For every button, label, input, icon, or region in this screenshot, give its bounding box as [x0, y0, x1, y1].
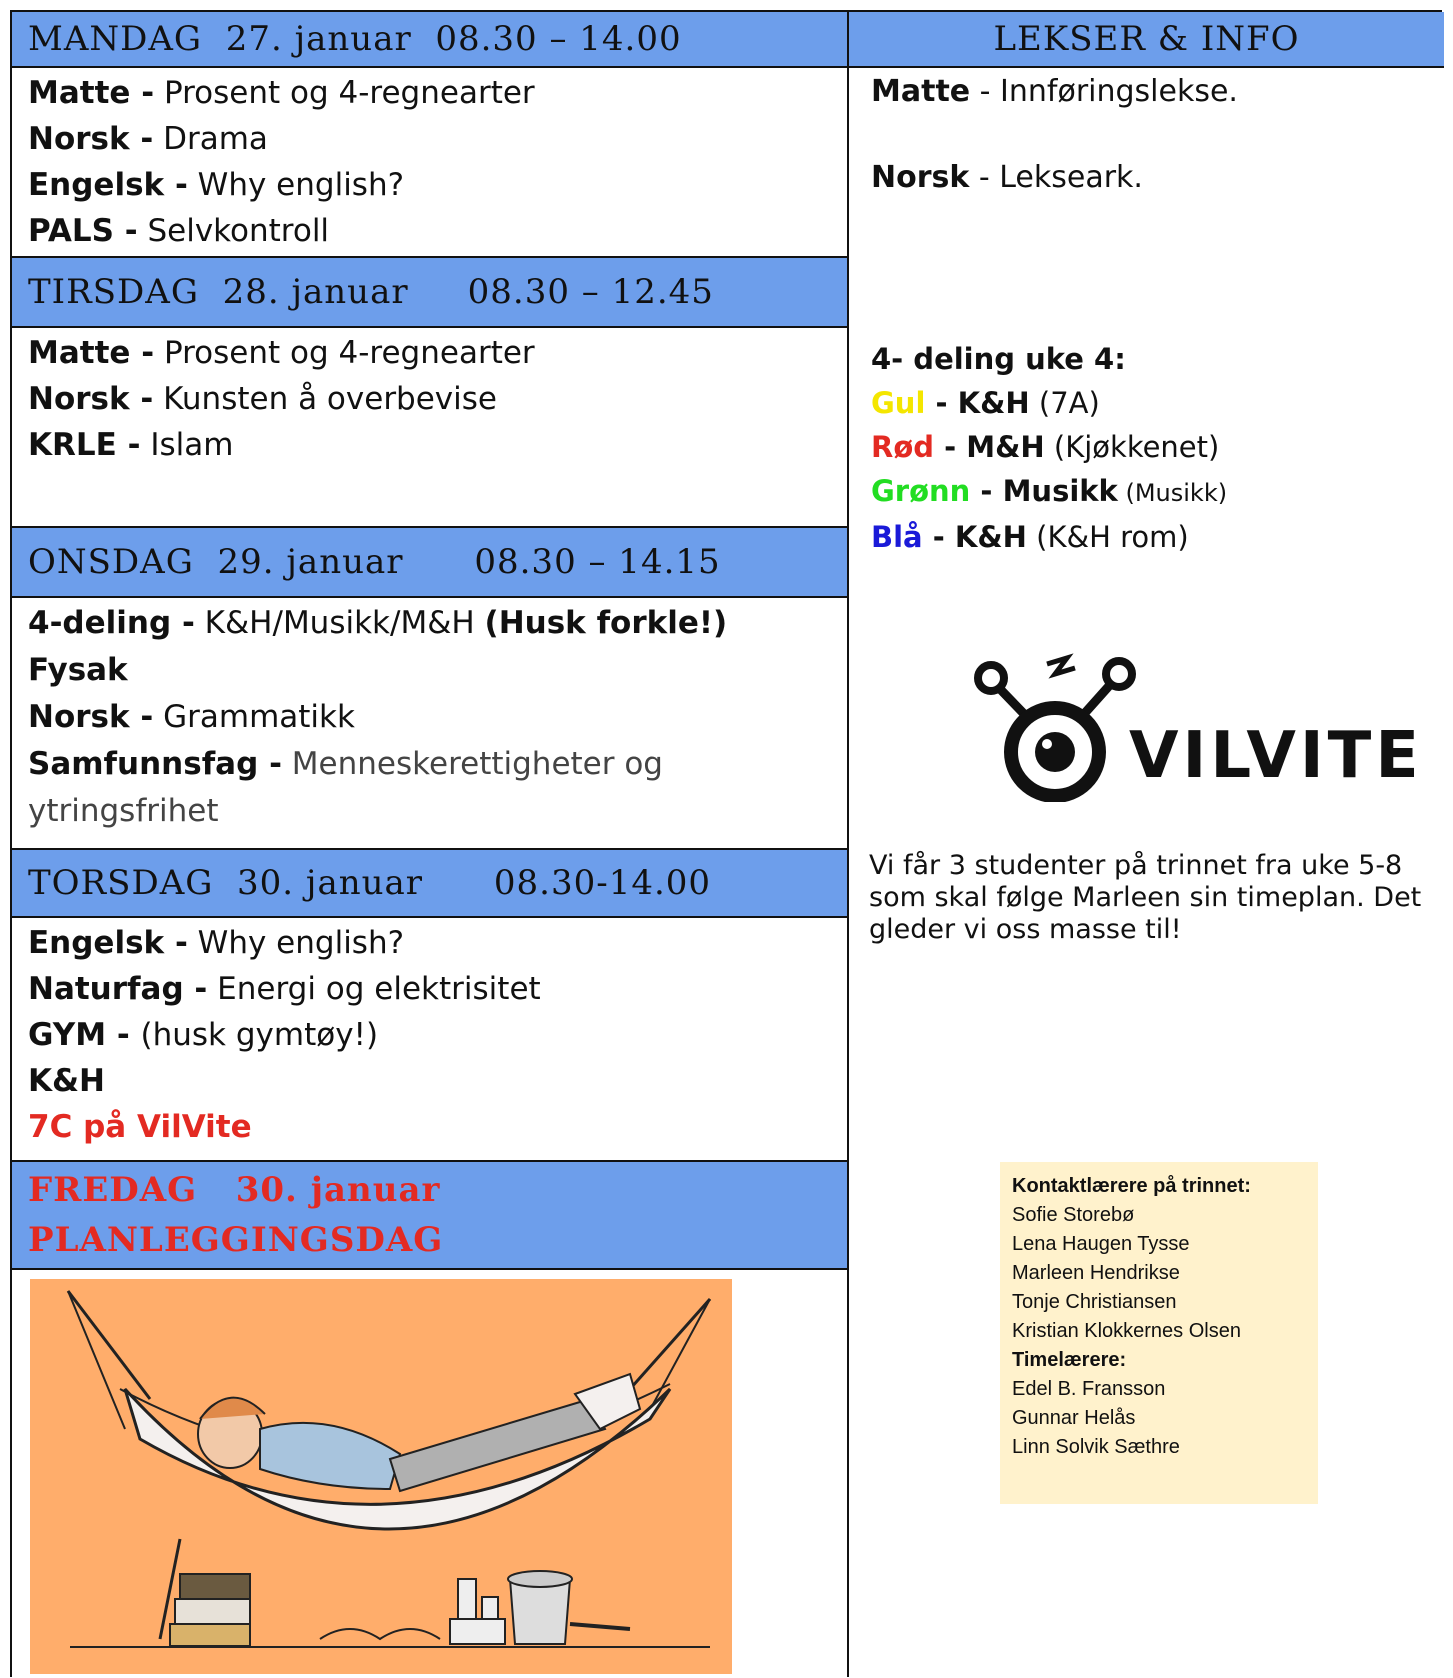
- subject-label: Matte -: [28, 75, 155, 111]
- subject-label: K&H: [28, 1063, 106, 1099]
- contact-title: Timelærere:: [1012, 1349, 1127, 1371]
- list-item: [28, 694, 831, 741]
- group-row: [871, 515, 1227, 559]
- homework-text: - Innføringslekse.: [970, 74, 1238, 109]
- list-item: [28, 376, 831, 422]
- group-subject: K&H: [957, 386, 1030, 420]
- rotation-title: [871, 337, 1227, 381]
- reminder-text: (Husk forkle!): [484, 605, 728, 641]
- list-item: [28, 330, 831, 376]
- group-row: [871, 381, 1227, 425]
- contact-name: Sofie Storebø: [1012, 1204, 1135, 1226]
- group-color: Grønn: [871, 474, 971, 508]
- group-subject: M&H: [966, 430, 1045, 464]
- homework-column: [849, 12, 1444, 1677]
- group-subject: Musikk: [1002, 474, 1118, 508]
- list-item: [28, 208, 831, 254]
- day-header-monday: MANDAG 27. januar 08.30 – 14.00: [12, 10, 847, 68]
- list-item: [28, 1012, 831, 1058]
- separator: -: [922, 520, 955, 554]
- separator: -: [970, 474, 1003, 508]
- contact-title: Kontaktlærere på trinnet:: [1012, 1175, 1251, 1197]
- list-item: [28, 647, 831, 694]
- day-header-tuesday: TIRSDAG 28. januar 08.30 – 12.45: [12, 256, 847, 328]
- day-body-wednesday: [12, 598, 847, 838]
- subject-label: Matte -: [28, 335, 155, 371]
- vilvite-note: 7C på VilVite: [28, 1109, 252, 1145]
- friday-date: FREDAG 30. januar: [28, 1170, 441, 1210]
- group-color: Blå: [871, 520, 923, 554]
- subject-topic: Menneskerettigheter og: [281, 746, 663, 782]
- day-header-thursday: TORSDAG 30. januar 08.30-14.00: [12, 848, 847, 918]
- subject-topic: Islam: [140, 427, 234, 463]
- homework-matte: [871, 74, 1238, 109]
- group-row: [871, 469, 1227, 515]
- subject-label: Naturfag -: [28, 971, 208, 1007]
- subject-label: Engelsk -: [28, 167, 188, 203]
- contact-name: Lena Haugen Tysse: [1012, 1233, 1190, 1255]
- subject-label: Fysak: [28, 652, 128, 688]
- hammock-drawing: [30, 1279, 732, 1674]
- contact-box: [1000, 1162, 1318, 1504]
- list-item: [28, 600, 831, 647]
- contact-name: Marleen Hendrikse: [1012, 1262, 1180, 1284]
- list-item: [28, 741, 831, 788]
- rotation-title-text: 4- deling uke 4:: [871, 342, 1126, 376]
- subject-topic: Prosent og 4-regnearter: [154, 335, 535, 371]
- lekser-header: LEKSER & INFO: [849, 12, 1444, 68]
- list-item: [28, 116, 831, 162]
- group-room: (7A): [1029, 386, 1100, 420]
- vilvite-logo: [969, 652, 1414, 802]
- schedule-column: [12, 12, 849, 1677]
- list-item: [28, 920, 831, 966]
- group-room: (Musikk): [1117, 479, 1228, 507]
- subject-topic: Why english?: [187, 925, 405, 961]
- group-room: (Kjøkkenet): [1044, 430, 1220, 464]
- contact-name: Kristian Klokkernes Olsen: [1012, 1320, 1241, 1342]
- subject-topic: Prosent og 4-regnearter: [154, 75, 535, 111]
- group-room: (K&H rom): [1026, 520, 1189, 554]
- group-row: [871, 425, 1227, 469]
- day-header-friday: [12, 1160, 847, 1270]
- day-header-wednesday: ONSDAG 29. januar 08.30 – 14.15: [12, 526, 847, 598]
- subject-topic: Selvkontroll: [137, 213, 330, 249]
- subject-label: Norsk: [871, 160, 970, 195]
- contact-name: Gunnar Helås: [1012, 1407, 1136, 1429]
- subject-label: Norsk -: [28, 121, 154, 157]
- list-item: [28, 70, 831, 116]
- list-item: ytringsfrihet: [28, 793, 219, 829]
- subject-label: PALS -: [28, 213, 138, 249]
- student-note: Vi får 3 studenter på trinnet fra uke 5-8 som skal følge Marleen sin timeplan. Det gleder vi oss masse til!: [869, 850, 1422, 945]
- hammock-illustration: [30, 1279, 732, 1674]
- subject-topic: K&H/Musikk/M&H: [194, 605, 485, 641]
- list-item: [28, 162, 831, 208]
- subject-label: Norsk -: [28, 699, 154, 735]
- subject-label: 4-deling -: [28, 605, 195, 641]
- friday-label: PLANLEGGINGSDAG: [28, 1220, 444, 1260]
- subject-label: Samfunnsfag -: [28, 746, 282, 782]
- subject-topic: Kunsten å overbevise: [153, 381, 497, 417]
- subject-topic: Drama: [153, 121, 268, 157]
- contact-name: Linn Solvik Sæthre: [1012, 1436, 1180, 1458]
- list-item: [28, 1058, 831, 1104]
- separator: -: [925, 386, 958, 420]
- subject-topic: Why english?: [187, 167, 405, 203]
- list-item: [28, 966, 831, 1012]
- subject-topic: Grammatikk: [153, 699, 355, 735]
- vilvite-logo-text: VILVITE: [1129, 719, 1414, 793]
- weekly-plan: [10, 10, 1442, 1677]
- list-item: [28, 422, 831, 468]
- day-body-tuesday: [12, 328, 847, 528]
- subject-label: Matte: [871, 74, 971, 109]
- separator: -: [934, 430, 967, 464]
- subject-topic: Energi og elektrisitet: [207, 971, 541, 1007]
- subject-label: Engelsk -: [28, 925, 188, 961]
- homework-norsk: [871, 160, 1143, 195]
- subject-label: Norsk -: [28, 381, 154, 417]
- day-body-monday: [12, 68, 847, 249]
- day-body-thursday: [12, 918, 847, 1146]
- group-color: Rød: [871, 430, 935, 464]
- contact-name: Tonje Christiansen: [1012, 1291, 1177, 1313]
- homework-text: - Lekseark.: [969, 160, 1143, 195]
- group-color: Gul: [871, 386, 926, 420]
- subject-label: KRLE -: [28, 427, 141, 463]
- contact-name: Edel B. Fransson: [1012, 1378, 1166, 1400]
- subject-topic: (husk gymtøy!): [140, 1017, 379, 1053]
- group-subject: K&H: [954, 520, 1027, 554]
- subject-label: GYM -: [28, 1017, 141, 1053]
- vilvite-logo-icon: [969, 652, 1414, 802]
- group-rotation: [871, 337, 1227, 559]
